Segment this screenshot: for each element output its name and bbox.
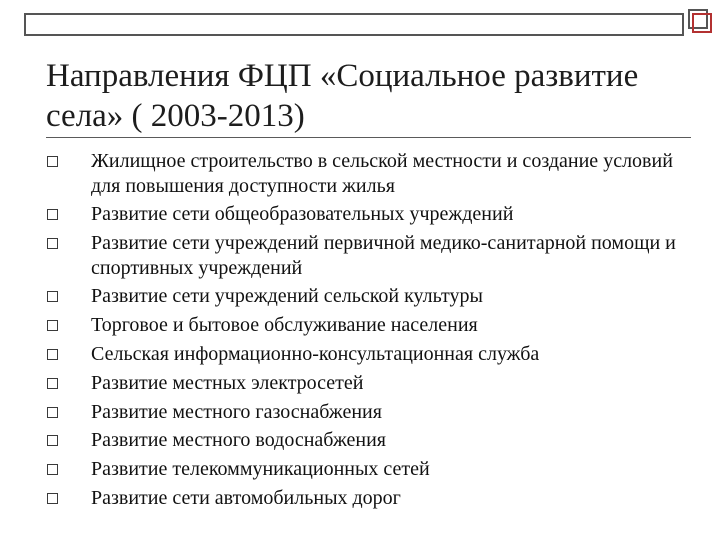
square-bullet-icon — [47, 493, 58, 504]
list-item-text: Развитие сети учреждений сельской культуры — [91, 285, 483, 308]
square-bullet-icon — [47, 156, 58, 167]
list-item-text: Развитие местного газоснабжения — [91, 400, 382, 423]
title-divider — [46, 137, 691, 138]
list-item-text: Развитие сети общеобразовательных учреждений — [91, 203, 514, 226]
list-item — [46, 284, 696, 309]
list-item — [46, 371, 696, 396]
list-item — [46, 400, 696, 425]
list-item — [46, 457, 696, 482]
list-item-text: Развитие телекоммуникационных сетей — [91, 458, 430, 481]
slide-title-line-1: Направления ФЦП «Социальное развитие — [46, 58, 639, 94]
square-bullet-icon — [47, 407, 58, 418]
list-item-text: Развитие местного водоснабжения — [91, 429, 386, 452]
slide-title — [46, 56, 686, 136]
square-bullet-icon — [47, 378, 58, 389]
list-item — [46, 313, 696, 338]
list-item-text: Развитие сети автомобильных дорог — [91, 486, 401, 509]
list-item — [46, 428, 696, 453]
square-bullet-icon — [47, 349, 58, 360]
square-bullet-icon — [47, 320, 58, 331]
list-item-text: Развитие сети учреждений первичной медико-санитарной помощи и спортивных учреждений — [91, 232, 676, 279]
list-item — [46, 149, 696, 198]
list-item — [46, 231, 696, 280]
square-bullet-icon — [47, 291, 58, 302]
header-decoration-bar — [24, 13, 684, 36]
list-item — [46, 342, 696, 367]
square-bullet-icon — [47, 209, 58, 220]
square-bullet-icon — [47, 238, 58, 249]
square-bullet-icon — [47, 435, 58, 446]
list-item-text: Развитие местных электросетей — [91, 371, 364, 394]
list-item — [46, 486, 696, 511]
list-item-text: Сельская информационно-консультационная служба — [91, 342, 540, 365]
bullet-list — [46, 149, 696, 515]
slide-title-line-2: села» ( 2003-2013) — [46, 98, 305, 134]
square-bullet-icon — [47, 464, 58, 475]
list-item — [46, 202, 696, 227]
corner-square-accent — [692, 13, 712, 33]
list-item-text: Жилищное строительство в сельской местности и создание условий для повышения доступности жилья — [91, 150, 673, 197]
list-item-text: Торговое и бытовое обслуживание населения — [91, 314, 478, 337]
